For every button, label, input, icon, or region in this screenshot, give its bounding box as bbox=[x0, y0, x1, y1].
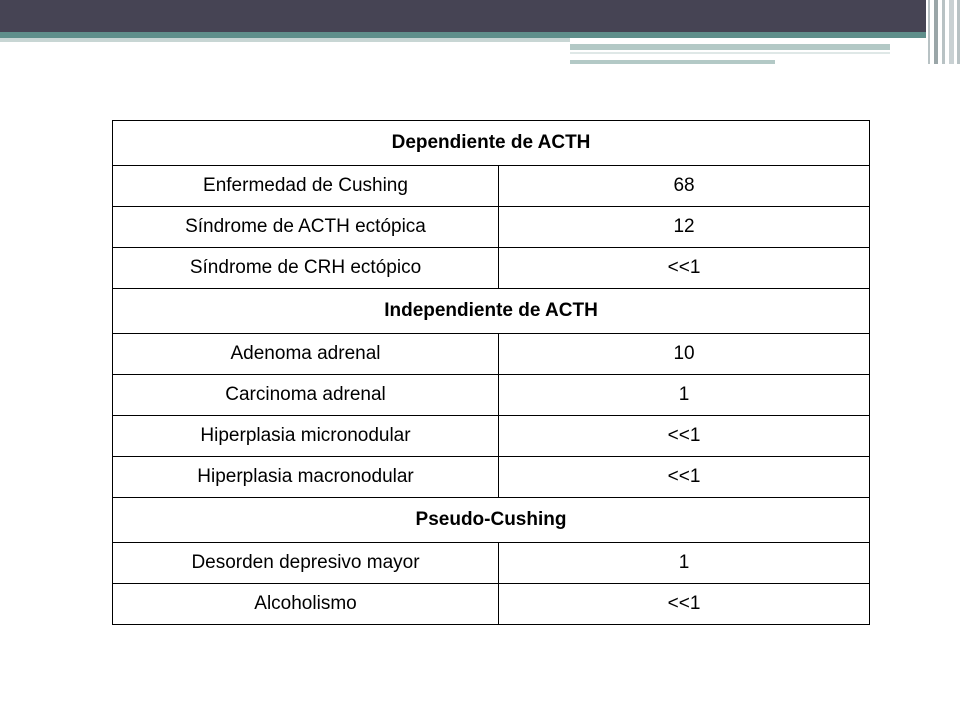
cause-cell: Hiperplasia micronodular bbox=[113, 416, 499, 457]
header-accent-line bbox=[570, 52, 890, 54]
cause-cell: Alcoholismo bbox=[113, 584, 499, 625]
cause-cell: Adenoma adrenal bbox=[113, 334, 499, 375]
cause-cell: Hiperplasia macronodular bbox=[113, 457, 499, 498]
cause-cell: Carcinoma adrenal bbox=[113, 375, 499, 416]
header-accent-line bbox=[570, 44, 890, 50]
section-header-row bbox=[113, 289, 870, 334]
table-row bbox=[113, 166, 870, 207]
header-dark-bar bbox=[0, 0, 960, 32]
value-cell: <<1 bbox=[499, 248, 870, 289]
table-row bbox=[113, 416, 870, 457]
header-accent-line bbox=[0, 38, 570, 42]
value-cell: 12 bbox=[499, 207, 870, 248]
value-cell: <<1 bbox=[499, 457, 870, 498]
value-cell: <<1 bbox=[499, 416, 870, 457]
section-header: Pseudo-Cushing bbox=[113, 498, 870, 543]
header-accent-line bbox=[570, 60, 775, 64]
table-row bbox=[113, 248, 870, 289]
header-vertical-rule bbox=[949, 0, 954, 64]
section-header: Independiente de ACTH bbox=[113, 289, 870, 334]
table-row bbox=[113, 457, 870, 498]
table-row bbox=[113, 334, 870, 375]
header-vertical-rule bbox=[934, 0, 938, 64]
etiology-table bbox=[112, 120, 870, 625]
value-cell: 1 bbox=[499, 375, 870, 416]
section-header: Dependiente de ACTH bbox=[113, 121, 870, 166]
table-row bbox=[113, 543, 870, 584]
section-header-row bbox=[113, 121, 870, 166]
table-row bbox=[113, 584, 870, 625]
value-cell: 68 bbox=[499, 166, 870, 207]
cause-cell: Síndrome de ACTH ectópica bbox=[113, 207, 499, 248]
value-cell: <<1 bbox=[499, 584, 870, 625]
cause-cell: Síndrome de CRH ectópico bbox=[113, 248, 499, 289]
cause-cell: Desorden depresivo mayor bbox=[113, 543, 499, 584]
value-cell: 1 bbox=[499, 543, 870, 584]
header-vertical-rule bbox=[942, 0, 945, 64]
table-row bbox=[113, 207, 870, 248]
value-cell: 10 bbox=[499, 334, 870, 375]
section-header-row bbox=[113, 498, 870, 543]
table-row bbox=[113, 375, 870, 416]
header-vertical-rule bbox=[928, 0, 930, 64]
cause-cell: Enfermedad de Cushing bbox=[113, 166, 499, 207]
